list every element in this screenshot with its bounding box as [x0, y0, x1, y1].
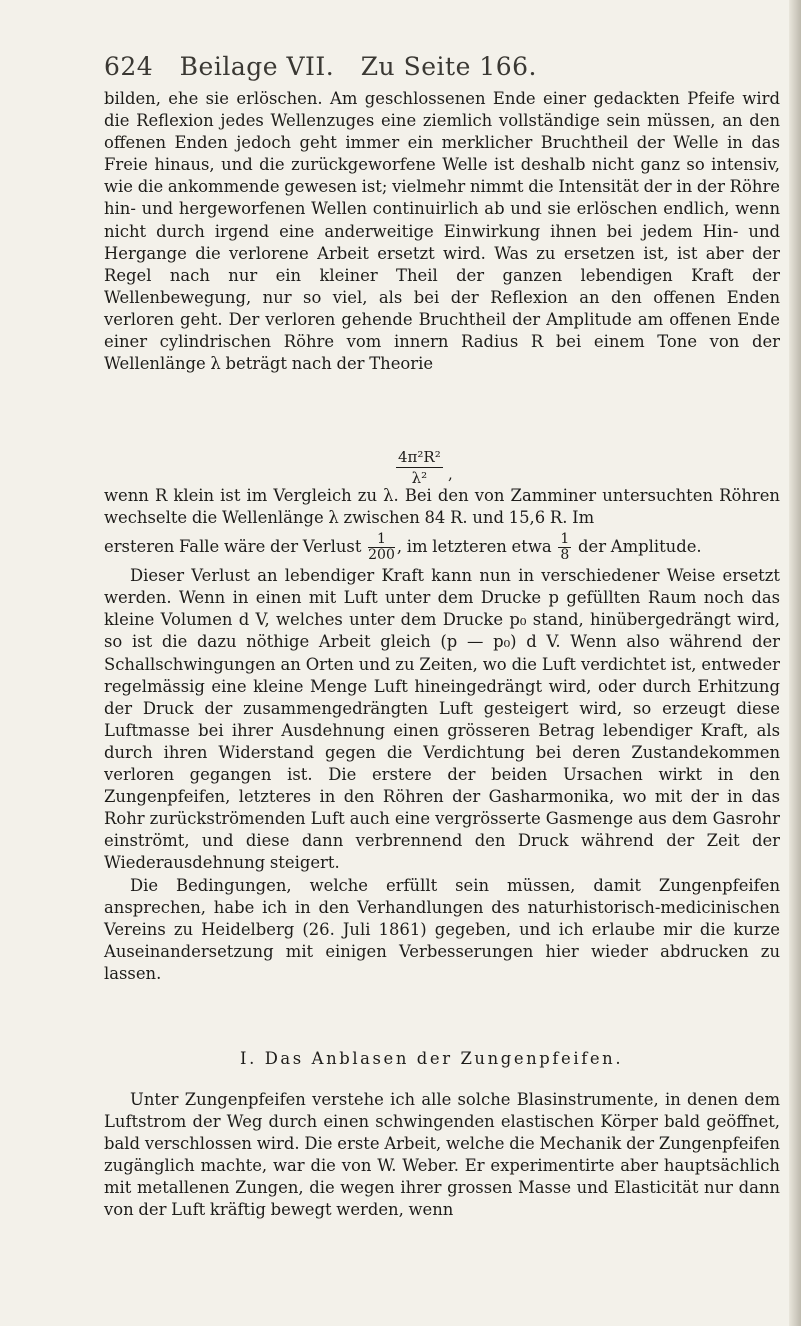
paragraph-zungenpfeifen: Unter Zungenpfeifen verstehe ich alle solche Blasinstrumente, in denen dem Luftstrom der Weg durch einen schwingenden elastischen Körper bald geöffnet, bald verschlossen wird. Die erste Arbeit, welche die Mechanik der Zungenpfeifen zugänglich machte, war die von W. Weber. Er experimentirte aber hauptsächlich mit metallenen Zungen, die wegen ihrer grossen Masse und Elasticität nur dann von der Luft kräftig bewegt werden, wenn: [104, 1090, 780, 1220]
loss-text-a: ersteren Falle wäre der Verlust: [104, 537, 362, 557]
paragraph-loss-fractions: [104, 529, 780, 565]
fraction-one-200: [368, 532, 395, 563]
section-heading: I. Das Anblasen der Zungenpfeifen.: [240, 1049, 624, 1068]
loss-text-b: , im letzteren etwa: [396, 537, 552, 557]
formula-denominator: λ²: [411, 469, 428, 487]
page-edge: [789, 0, 801, 1326]
page-reference: Zu Seite 166.: [360, 52, 537, 81]
fraction-one-eighth: [558, 532, 571, 563]
running-header: [104, 52, 664, 81]
text-block-1: [104, 88, 780, 375]
formula-loss: [396, 448, 453, 487]
paragraph-verlust: Dieser Verlust an lebendiger Kraft kann nun in verschiedener Weise ersetzt werden. Wenn in einen mit Luft unter dem Drucke p gefüllten Raum noch das kleine Volumen d V, welches unter dem Drucke p₀ stand, hinübergedrängt wird, so ist die dazu nöthige Arbeit gleich (p — p₀) d V. Wenn also während der Schallschwingungen an Orten und zu Zeiten, wo die Luft verdichtet ist, entweder regelmässig eine kleine Menge Luft hineingedrängt wird, oder durch Erhitzung der Druck der zusammengedrängten Luft gesteigert wird, so erzeugt diese Luftmasse bei ihrer Ausdehnung einen grösseren Betrag lebendiger Kraft, als durch ihren Widerstand gegen die Verdichtung bei deren Zustandekommen verloren gegangen ist. Die erstere der beiden Ursachen wirkt in den Zungenpfeifen, letzteres in den Röhren der Gasharmonika, wo mit der in das Rohr zurückströmenden Luft auch eine vergrösserte Gasmenge aus dem Gasrohr einströmt, und diese dann verbrennend den Druck während der Zeit der Wiederausdehnung steigert.: [104, 566, 780, 873]
loss-text-c: der Amplitude.: [578, 537, 702, 557]
fraction-1-numerator: 1: [368, 532, 395, 548]
fraction-2-numerator: 1: [560, 531, 570, 548]
formula-comma: ,: [447, 465, 453, 483]
fraction-1-denominator: 200: [368, 547, 395, 564]
page-number: 624: [104, 52, 154, 81]
paragraph-bedingungen: Die Bedingungen, welche erfüllt sein müssen, damit Zungenpfeifen ansprechen, habe ich in den Verhandlungen des naturhistorisch-medicinischen Vereins zu Heidelberg (26. Juli 1861) gegeben, und ich erlaube mir die kurze Auseinandersetzung mit einigen Verbesserungen hier wieder abdrucken zu lassen.: [104, 875, 780, 983]
text-block-2: [104, 485, 780, 985]
fraction-2-denominator: 8: [560, 547, 570, 564]
text-block-3: [104, 1089, 780, 1222]
supplement-label: Beilage VII.: [179, 52, 335, 81]
paragraph-zamminer: wenn R klein ist im Vergleich zu λ. Bei den von Zamminer untersuchten Röhren wechselte die Wellenlänge λ zwischen 84 R. und 15,6 R. Im: [104, 486, 780, 528]
formula-numerator: 4π²R²: [398, 448, 441, 466]
paragraph-reflexion: bilden, ehe sie erlöschen. Am geschlossenen Ende einer gedackten Pfeife wird die Reflexion jedes Wellenzuges eine ziemlich vollständige sein müssen, an den offenen Enden jedoch geht immer ein merklicher Bruchtheil der Welle in das Freie hinaus, und die zurückgeworfene Welle ist deshalb nicht ganz so intensiv, wie die ankommende gewesen ist; vielmehr nimmt die Intensität der in der Röhre hin- und hergeworfenen Wellen continuirlich ab und sie erlöschen endlich, wenn nicht durch irgend eine anderweitige Einwirkung ihnen bei jedem Hin- und Hergange die verlorene Arbeit ersetzt wird. Was zu ersetzen ist, ist aber der Regel nach nur ein kleiner Theil der ganzen lebendigen Kraft der Wellenbewegung, nur so viel, als bei der Reflexion an den offenen Enden verloren geht. Der verloren gehende Bruchtheil der Amplitude am offenen Ende einer cylindrischen Röhre vom innern Radius R bei einem Tone von der Wellenlänge λ beträgt nach der Theorie: [104, 89, 780, 374]
